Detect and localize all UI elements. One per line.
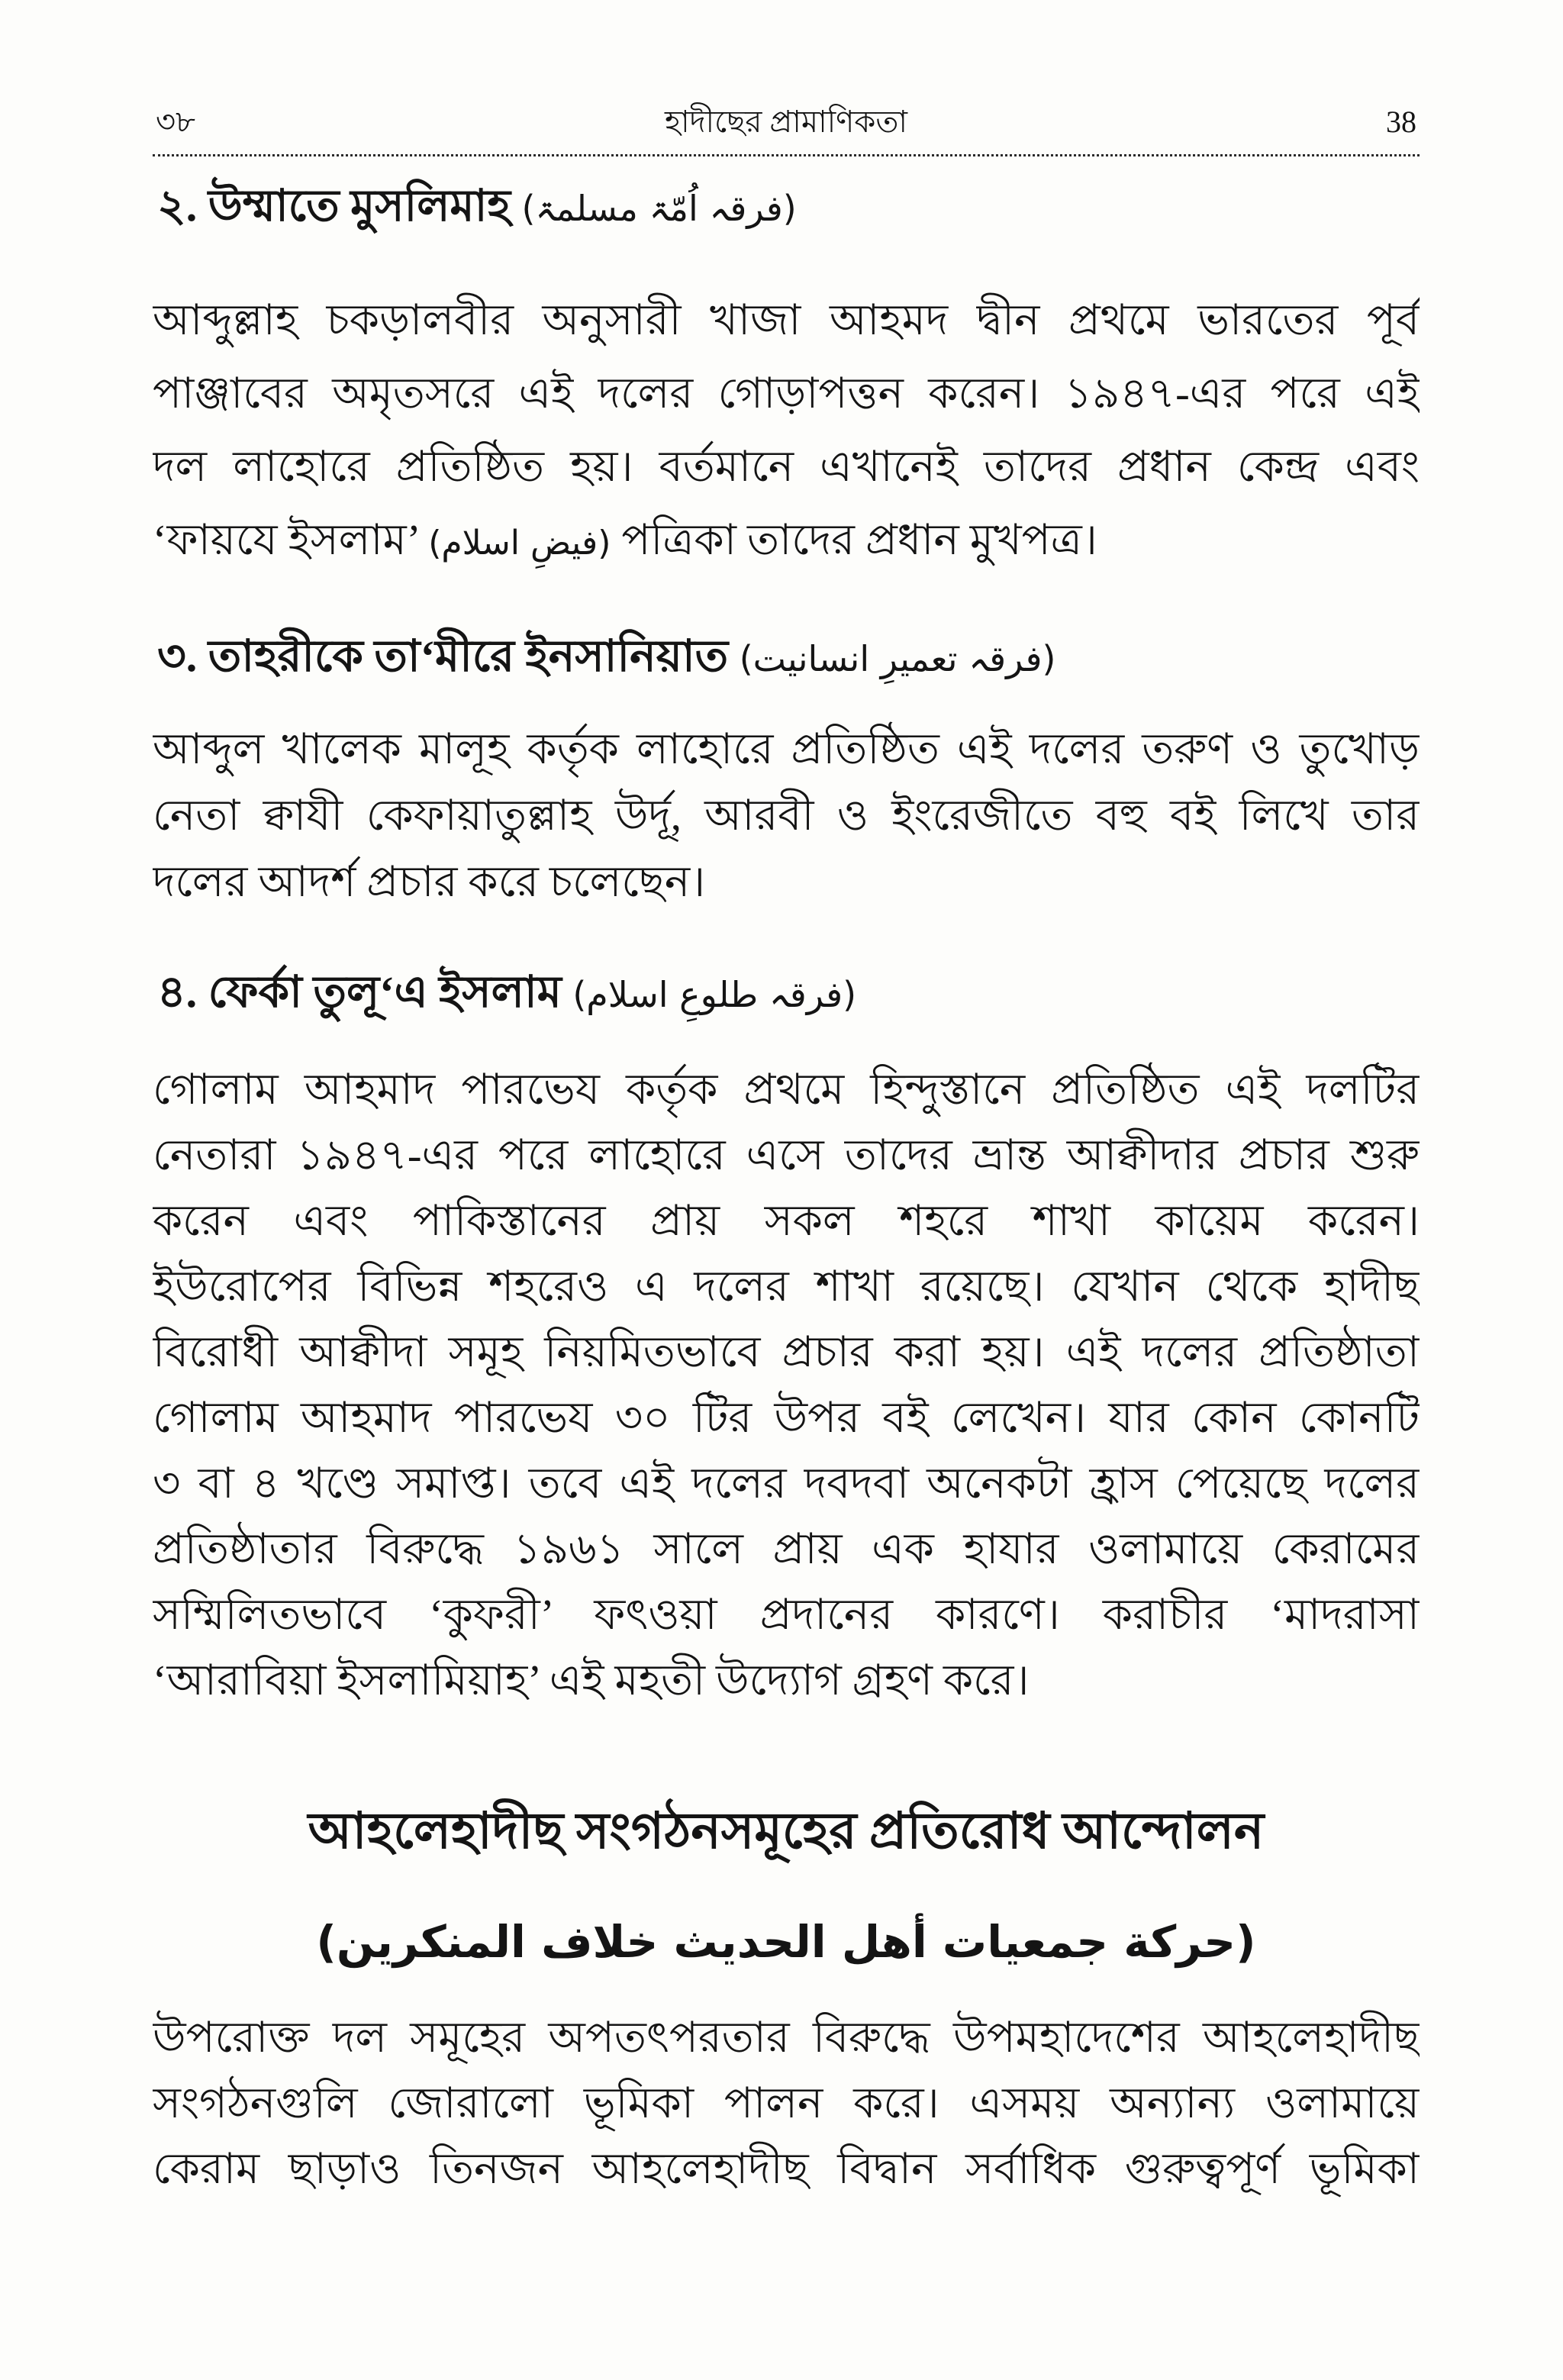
- paragraph-line: নেতারা ১৯৪৭-এর পরে লাহোরে এসে তাদের ভ্রান্ত আক্বীদার প্রচার শুরু: [153, 1132, 1420, 1179]
- paragraph: [153, 284, 1420, 580]
- newspaper-title-urdu: (فیضِ اسلام): [428, 524, 611, 563]
- paragraph-line: আব্দুল খালেক মালূহ কর্তৃক লাহোরে প্রতিষ্ঠিত এই দলের তরুণ ও তুখোড়: [153, 726, 1420, 773]
- section-heading-urdu: (فرقہ طلوعِ اسلام): [572, 974, 857, 1015]
- paragraph-line: কেরাম ছাড়াও তিনজন আহলেহাদীছ বিদ্বান সর্বাধিক গুরুত্বপূর্ণ ভূমিকা: [153, 2146, 1420, 2193]
- page-header: [153, 98, 1420, 147]
- section-heading-text: ২. উম্মাতে মুসলিমাহ: [157, 181, 511, 231]
- running-title: হাদীছের প্রামাণিকতা: [665, 105, 907, 139]
- paragraph-line: নেতা ক্বাযী কেফায়াতুল্লাহ উর্দূ, আরবী ও ইংরেজীতে বহু বই লিখে তার: [153, 792, 1420, 840]
- newspaper-title: ‘ফায়যে ইসলাম’: [153, 517, 420, 564]
- paragraph: [153, 2005, 1420, 2202]
- paragraph: [153, 1057, 1420, 1714]
- section-heading-text: ৪. ফের্কা তুলূ‘এ ইসলাম: [157, 967, 562, 1017]
- chapter-heading: আহলেহাদীছ সংগঠনসমূহের প্রতিরোধ আন্দোলন: [308, 1804, 1265, 1859]
- section-heading-text: ৩. তাহরীকে তা‘মীরে ইনসানিয়াত: [157, 631, 729, 681]
- paragraph-line: ‘আরাবিয়া ইসলামিয়াহ’ এই মহতী উদ্যোগ গ্রহণ করে।: [153, 1657, 1030, 1704]
- paragraph-line: সংগঠনগুলি জোরালো ভূমিকা পালন করে। এসময় অন্যান্য ওলামায়ে: [153, 2080, 1420, 2127]
- paragraph-line: পাঞ্জাবের অমৃতসরে এই দলের গোড়াপত্তন করেন। ১৯৪৭-এর পরে এই: [153, 370, 1420, 418]
- page-number-bengali: ৩৮: [156, 105, 195, 139]
- paragraph-line: গোলাম আহমাদ পারভেয কর্তৃক প্রথমে হিন্দুস্তানে প্রতিষ্ঠিত এই দলটির: [153, 1066, 1420, 1114]
- paragraph-line: প্রতিষ্ঠাতার বিরুদ্ধে ১৯৬১ সালে প্রায় এক হাযার ওলামায়ে কেরামের: [153, 1526, 1420, 1573]
- paragraph-line: বিরোধী আক্বীদা সমূহ নিয়মিতভাবে প্রচার করা হয়। এই দলের প্রতিষ্ঠাতা: [153, 1329, 1420, 1376]
- paragraph-line: গোলাম আহমাদ পারভেয ৩০ টির উপর বই লেখেন। যার কোন কোনটি: [153, 1395, 1420, 1442]
- paragraph-line: সম্মিলিতভাবে ‘কুফরী’ ফৎওয়া প্রদানের কারণে। করাচীর ‘মাদরাসা: [153, 1592, 1420, 1639]
- section-heading-urdu: (فرقہ اُمّۃ مسلمۃ): [521, 188, 797, 229]
- section-heading-urdu: (فرقہ تعمیرِ انسانیت): [739, 638, 1056, 679]
- section-heading: [157, 962, 1416, 1025]
- section-heading: [157, 176, 1416, 239]
- paragraph: [153, 717, 1420, 916]
- paragraph-line: আব্দুল্লাহ চকড়ালবীর অনুসারী খাজা আহমদ দ্বীন প্রথমে ভারতের পূর্ব: [153, 297, 1420, 344]
- paragraph-line: [153, 504, 1420, 580]
- paragraph-line: করেন এবং পাকিস্তানের প্রায় সকল শহরে শাখা কায়েম করেন।: [153, 1198, 1420, 1245]
- paragraph-line: দলের আদর্শ প্রচার করে চলেছেন।: [153, 859, 706, 906]
- page-number: 38: [1386, 105, 1416, 139]
- paragraph-line: ৩ বা ৪ খণ্ডে সমাপ্ত। তবে এই দলের দবদবা অনেকটা হ্রাস পেয়েছে দলের: [153, 1460, 1420, 1508]
- chapter-heading-arabic: (حركة جمعيات أهل الحديث خلاف المنكرين): [316, 1916, 1256, 1968]
- header-dotted-divider: [153, 154, 1420, 156]
- section-heading: [157, 626, 1416, 689]
- paragraph-line: দল লাহোরে প্রতিষ্ঠিত হয়। বর্তমানে এখানেই তাদের প্রধান কেন্দ্র এবং: [153, 443, 1420, 491]
- paragraph-line: উপরোক্ত দল সমূহের অপতৎপরতার বিরুদ্ধে উপমহাদেশের আহলেহাদীছ: [153, 2014, 1420, 2062]
- paragraph-line: ইউরোপের বিভিন্ন শহরেও এ দলের শাখা রয়েছে। যেখান থেকে হাদীছ: [153, 1263, 1420, 1311]
- paragraph-line-tail: পত্রিকা তাদের প্রধান মুখপত্র।: [621, 517, 1097, 564]
